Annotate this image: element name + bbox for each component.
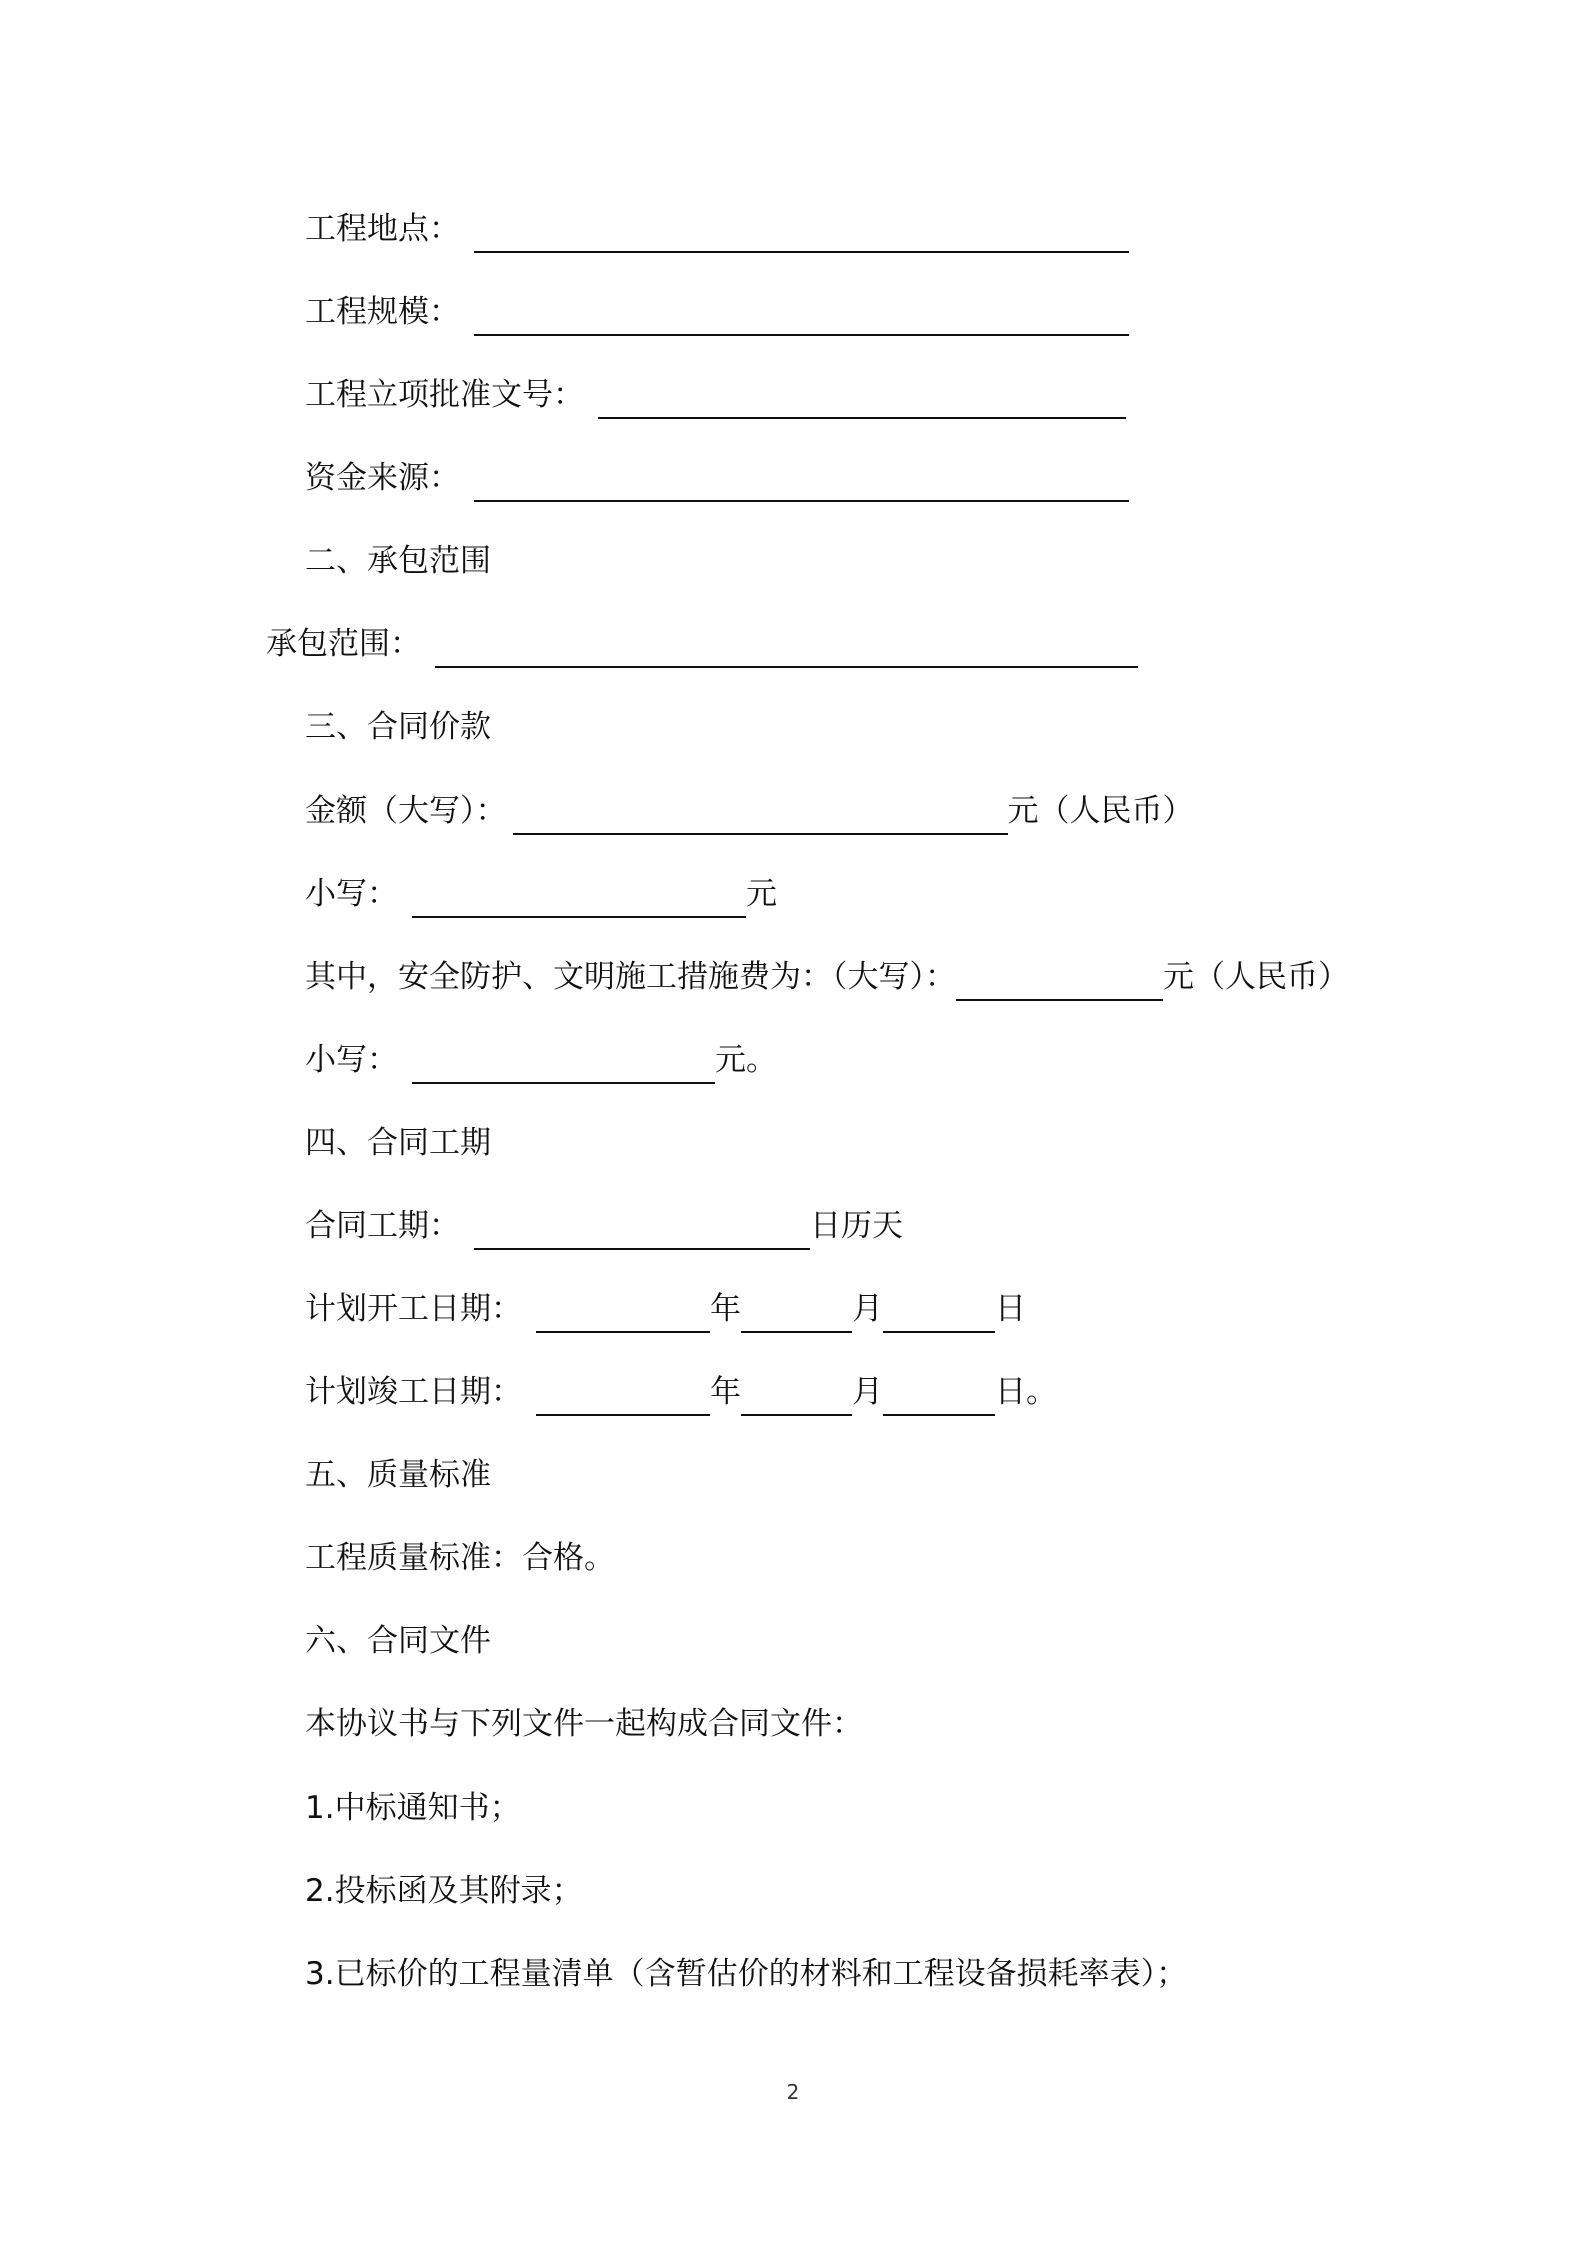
field-approval-number [305,375,1126,419]
label: 小写： [305,1042,398,1078]
list-item [305,1954,1187,1998]
field-safety-fee [305,957,1349,1001]
suffix: 元（人民币） [1163,959,1349,995]
section-title [305,541,491,585]
field-project-location [305,209,1129,253]
field-safety-lower [305,1040,777,1084]
label: 资金来源： [305,460,460,496]
suffix: 元（人民币） [1007,793,1194,829]
amount-lower-blank[interactable] [412,874,746,918]
safety-fee-blank[interactable] [956,957,1163,1001]
list-item [305,1871,583,1915]
label: 计划竣工日期： [305,1374,522,1410]
heading: 五、质量标准 [305,1457,491,1493]
text: 1.中标通知书； [305,1790,521,1826]
suffix: 日历天 [810,1208,903,1244]
label: 工程规模： [305,294,460,330]
text: 2.投标函及其附录； [305,1873,583,1909]
scale-blank[interactable] [474,292,1129,336]
text: 工程质量标准：合格。 [305,1540,615,1576]
field-project-scale [305,292,1129,336]
heading: 二、承包范围 [305,543,491,579]
scope-blank[interactable] [435,624,1138,668]
field-duration [305,1206,903,1250]
start-day-blank[interactable] [883,1289,995,1333]
end-year-blank[interactable] [536,1372,710,1416]
field-amount-lower [305,874,777,918]
label: 工程立项批准文号： [305,377,584,413]
duration-blank[interactable] [474,1206,810,1250]
quality-standard [305,1538,615,1582]
label: 计划开工日期： [305,1291,522,1327]
funding-blank[interactable] [474,458,1129,502]
year-label: 年 [710,1374,741,1410]
day-label: 日。 [995,1374,1057,1410]
start-year-blank[interactable] [536,1289,710,1333]
heading: 六、合同文件 [305,1623,491,1659]
day-label: 日 [995,1291,1026,1327]
amount-upper-blank[interactable] [513,791,1008,835]
label: 其中，安全防护、文明施工措施费为：（大写）： [305,959,956,995]
safety-lower-blank[interactable] [412,1040,715,1084]
field-end-date [305,1372,1057,1416]
start-month-blank[interactable] [741,1289,852,1333]
label: 工程地点： [305,211,460,247]
section-title [305,1621,491,1665]
label: 承包范围： [266,626,421,662]
suffix: 元 [746,876,777,912]
label: 金额（大写）： [305,793,507,829]
text: 3.已标价的工程量清单（含暂估价的材料和工程设备损耗率表）； [305,1956,1188,1992]
section-title [305,707,491,751]
field-start-date [305,1289,1026,1333]
heading: 四、合同工期 [305,1125,491,1161]
location-blank[interactable] [474,209,1129,253]
label: 小写： [305,876,398,912]
month-label: 月 [852,1374,883,1410]
end-month-blank[interactable] [741,1372,852,1416]
year-label: 年 [710,1291,741,1327]
text: 本协议书与下列文件一起构成合同文件： [305,1706,863,1742]
section-title [305,1123,491,1167]
month-label: 月 [852,1291,883,1327]
suffix: 元。 [715,1042,777,1078]
field-amount-upper [305,791,1194,835]
approval-blank[interactable] [598,375,1126,419]
end-day-blank[interactable] [883,1372,995,1416]
field-funding-source [305,458,1129,502]
label: 合同工期： [305,1208,460,1244]
list-item [305,1788,521,1832]
field-scope [266,624,1138,668]
docs-intro [305,1704,863,1748]
section-title [305,1455,491,1499]
heading: 三、合同价款 [305,709,491,745]
page-number: 2 [786,2080,800,2104]
